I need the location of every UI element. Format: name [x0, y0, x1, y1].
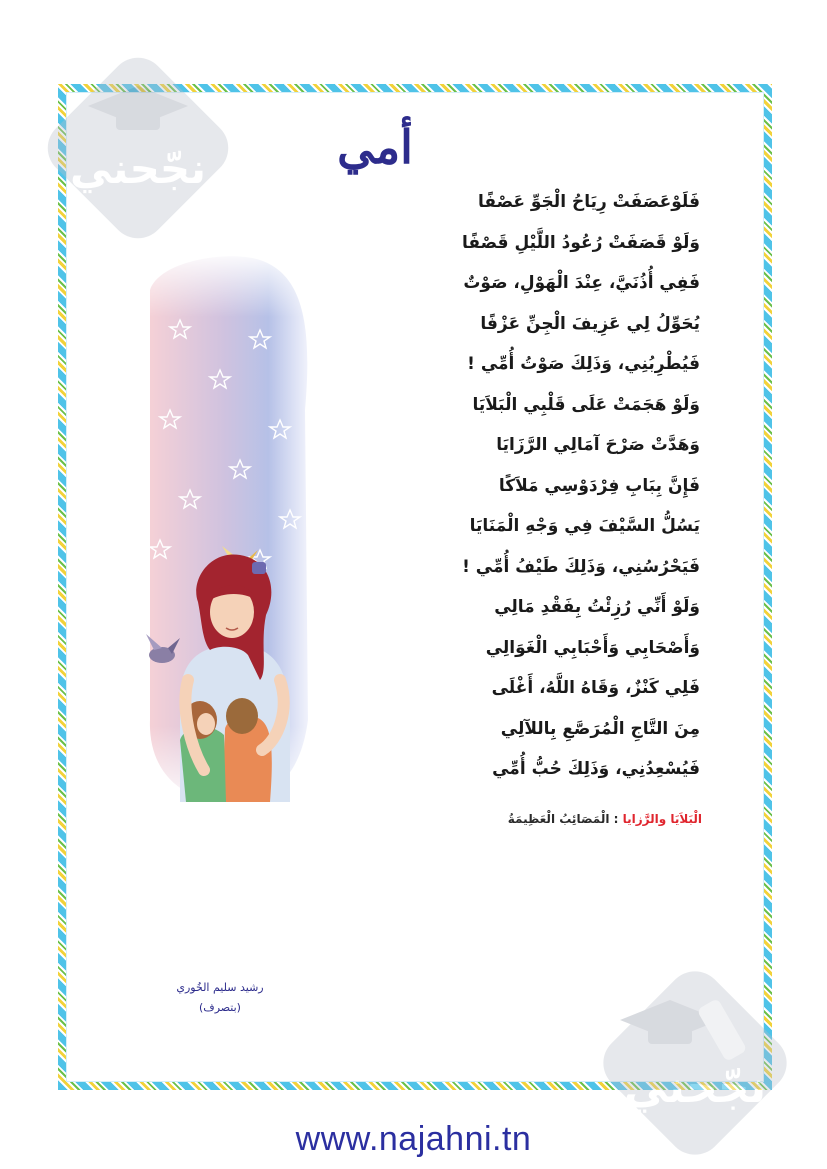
- poem-line: فَلِي كَنْزٌ، وَقَاهُ اللَّهُ، أَغْلَى: [491, 678, 700, 698]
- watermark-text-bottom: نجّحني: [623, 1062, 767, 1113]
- watermark-logo-top: [38, 48, 238, 248]
- glossary-definition: الْمَصَائِبُ الْعَظِيمَةُ: [507, 812, 610, 826]
- poem-line: فَإِنَّ بِبَابِ فِرْدَوْسِي مَلاَكًا: [498, 475, 700, 496]
- author-name: رشيد سليم الخُوري: [176, 981, 264, 994]
- poem-line: مِنَ التَّاجِ الْمُرَصَّعِ بِاللآلِي: [500, 718, 700, 739]
- poem-line: وَلَوْ قَصَفَتْ رُعُودُ اللَّيْلِ قَصْفًا: [462, 232, 700, 253]
- author-note: (بتصرف): [199, 1001, 241, 1014]
- poem-line: فَفِي أُذُنَيَّ، عِنْدَ الْهَوْلِ، صَوْتٌ: [463, 273, 700, 293]
- poem-line: فَيُسْعِدُنِي، وَذَلِكَ حُبُّ أُمِّي: [492, 759, 700, 779]
- poem-line: يَسُلُّ السَّيْفَ فِي وَجْهِ الْمَنَايَا: [469, 516, 700, 536]
- glossary-term: الْبَلاَيَا والرَّزايا: [622, 812, 702, 826]
- poem-line: فَلَوْعَصَفَتْ رِيَاحُ الْجَوِّ عَصْفًا: [478, 192, 700, 212]
- poem-line: وَلَوْ أَنِّي رُزِئْتُ بِفَقْدِ مَالِي: [494, 597, 700, 617]
- poem-line: وَأَصْحَابِي وَأَحْبَابِي الْغَوَالِي: [485, 637, 700, 658]
- poem-line: فَيَحْرُسُنِي، وَذَلِكَ طَيْفُ أُمِّي !: [462, 556, 700, 577]
- poem-line: فَيُطْرِبُنِي، وَذَلِكَ صَوْتُ أُمِّي !: [467, 354, 700, 374]
- poem-title: أمي: [337, 120, 413, 174]
- glossary-note: [380, 812, 702, 826]
- poem-line: وَهَدَّتْ صَرْحَ آمَالِي الرَّزَايَا: [496, 435, 700, 455]
- mother-children-illustration: [140, 250, 320, 810]
- website-url[interactable]: www.najahni.tn: [295, 1120, 532, 1158]
- watermark-text-top: نجّحني: [70, 144, 206, 193]
- poem-line: يُحَوِّلُ لِي عَزِيفَ الْجِنِّ عَزْفًا: [480, 313, 700, 334]
- author-credit: [150, 978, 290, 1018]
- poem-body: [380, 182, 702, 790]
- glossary-separator: :: [609, 812, 623, 826]
- poem-line: وَلَوْ هَجَمَتْ عَلَى قَلْبِي الْبَلاَيَا: [472, 394, 700, 415]
